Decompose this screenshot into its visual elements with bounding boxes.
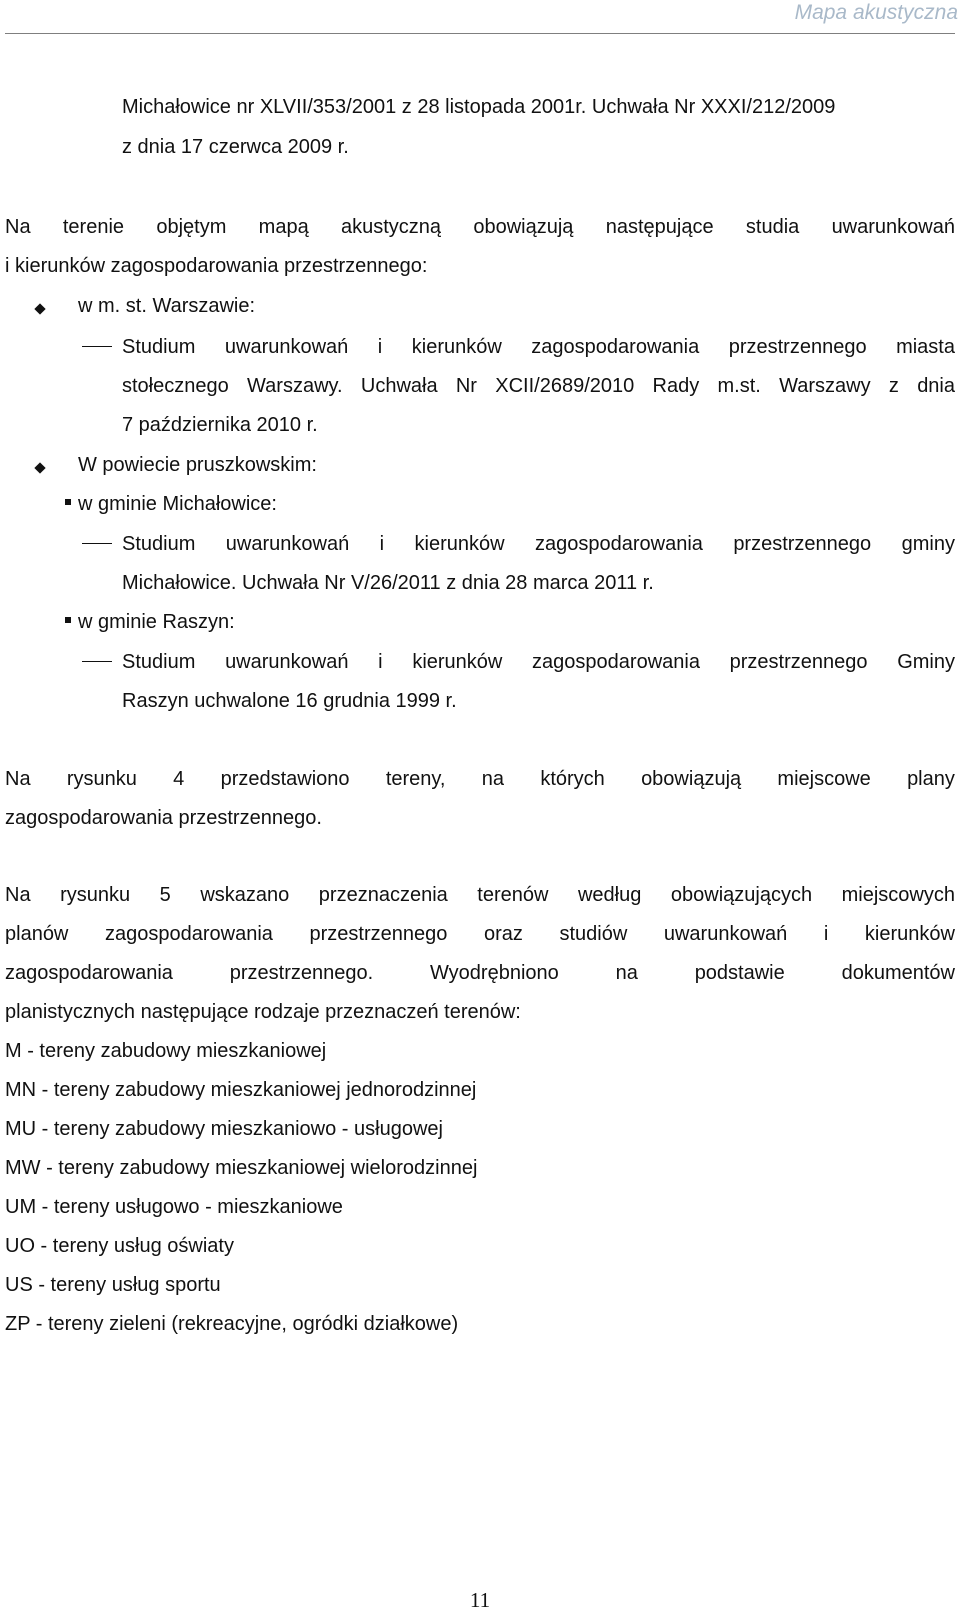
word: z — [888, 375, 899, 397]
word: planów — [5, 923, 69, 945]
word: uwarunkowań — [663, 923, 788, 945]
word: Studium — [122, 651, 196, 673]
word: gminy — [901, 533, 955, 555]
square-bullet-icon — [65, 617, 71, 623]
justified-line — [5, 880, 955, 910]
word: zagospodarowania — [532, 651, 700, 673]
word: Warszawy — [779, 375, 871, 397]
word: plany — [907, 768, 955, 790]
legend-item: M - tereny zabudowy mieszkaniowej — [5, 1040, 327, 1062]
word: terenie — [62, 216, 125, 238]
text-line: 7 października 2010 r. — [122, 414, 318, 436]
word: Na — [5, 768, 31, 790]
word: Rady — [652, 375, 700, 397]
word: kierunków — [412, 651, 503, 673]
bullet-item: W powiecie pruszkowskim: — [78, 454, 317, 476]
legend-item: MU - tereny zabudowy mieszkaniowo - usługowej — [5, 1118, 443, 1140]
word: obowiązujących — [670, 884, 813, 906]
word: dnia — [917, 375, 955, 397]
word: Warszawy. — [247, 375, 343, 397]
word: następujące — [605, 216, 714, 238]
header-rule — [5, 33, 955, 34]
word: przestrzennego — [729, 651, 868, 673]
text-line: planistycznych następujące rodzaje przeznaczeń terenów: — [5, 1001, 521, 1023]
dash-bullet-icon — [82, 346, 112, 347]
word: tereny, — [385, 768, 446, 790]
dash-bullet-icon — [82, 543, 112, 544]
word: Wyodrębniono — [429, 962, 559, 984]
word: przedstawiono — [220, 768, 350, 790]
word: kierunków — [414, 533, 505, 555]
word: i — [378, 651, 383, 673]
word: podstawie — [694, 962, 785, 984]
bullet-item: w m. st. Warszawie: — [78, 295, 256, 317]
justified-line — [122, 332, 955, 362]
word: Studium — [122, 533, 196, 555]
word: i — [379, 533, 385, 555]
word: zagospodarowania — [5, 962, 173, 984]
text-line: i kierunków zagospodarowania przestrzennego: — [5, 255, 428, 277]
word: uwarunkowań — [224, 336, 349, 358]
text-line: Michałowice. Uchwała Nr V/26/2011 z dnia 28 marca 2011 r. — [122, 572, 654, 594]
word: miejscowych — [841, 884, 955, 906]
word: na — [481, 768, 505, 790]
word: zagospodarowania — [531, 336, 700, 358]
diamond-bullet-icon — [34, 303, 45, 314]
legend-item: MW - tereny zabudowy mieszkaniowej wielorodzinnej — [5, 1157, 478, 1179]
word: rysunku — [66, 768, 137, 790]
legend-item: MN - tereny zabudowy mieszkaniowej jednorodzinnej — [5, 1079, 477, 1101]
word: zagospodarowania — [534, 533, 703, 555]
word: Na — [5, 884, 31, 906]
justified-line — [122, 371, 955, 401]
justified-line — [5, 764, 955, 794]
justified-line — [5, 919, 955, 949]
sub-bullet-item: w gminie Raszyn: — [78, 611, 235, 633]
word: miejscowe — [777, 768, 871, 790]
sub-bullet-item: w gminie Michałowice: — [78, 493, 277, 515]
word: uwarunkowań — [831, 216, 955, 238]
word: mapą — [258, 216, 309, 238]
word: akustyczną — [340, 216, 442, 238]
word: m.st. — [717, 375, 761, 397]
justified-line — [5, 958, 955, 988]
word: Na — [5, 216, 31, 238]
word: kierunków — [864, 923, 955, 945]
word: wskazano — [200, 884, 290, 906]
word: przestrzennego — [728, 336, 867, 358]
word: stołecznego — [122, 375, 229, 397]
word: objętym — [156, 216, 227, 238]
word: na — [615, 962, 638, 984]
diamond-bullet-icon — [34, 462, 45, 473]
word: XCII/2689/2010 — [495, 375, 635, 397]
word: obowiązują — [473, 216, 574, 238]
text-line: Michałowice nr XLVII/353/2001 z 28 listopada 2001r. Uchwała Nr XXXI/212/2009 — [122, 96, 836, 118]
word: dokumentów — [841, 962, 955, 984]
word: rysunku — [60, 884, 131, 906]
page-number: 11 — [469, 1588, 491, 1612]
word: Gminy — [897, 651, 955, 673]
word: kierunków — [411, 336, 502, 358]
word: studia — [745, 216, 800, 238]
text-line: Raszyn uchwalone 16 grudnia 1999 r. — [122, 690, 457, 712]
square-bullet-icon — [65, 499, 71, 505]
word: Studium — [122, 336, 196, 358]
word: przeznaczenia — [318, 884, 448, 906]
word: Nr — [455, 375, 477, 397]
legend-item: US - tereny usług sportu — [5, 1274, 221, 1296]
word: miasta — [896, 336, 955, 358]
word: przestrzennego. — [229, 962, 374, 984]
word: Uchwała — [360, 375, 438, 397]
word: oraz — [483, 923, 523, 945]
word: których — [540, 768, 605, 790]
word: i — [823, 923, 829, 945]
word: 5 — [159, 884, 171, 906]
word: terenów — [477, 884, 549, 906]
word: studiów — [559, 923, 628, 945]
word: 4 — [173, 768, 185, 790]
legend-item: ZP - tereny zieleni (rekreacyjne, ogródki działkowe) — [5, 1313, 459, 1335]
word: przestrzennego — [733, 533, 872, 555]
justified-line — [5, 212, 955, 242]
word: przestrzennego — [309, 923, 448, 945]
running-header-title: Mapa akustyczna — [794, 1, 958, 24]
word: uwarunkowań — [225, 651, 349, 673]
justified-line — [122, 647, 955, 677]
text-line: zagospodarowania przestrzennego. — [5, 807, 322, 829]
word: i — [377, 336, 383, 358]
word: obowiązują — [641, 768, 742, 790]
word: zagospodarowania — [104, 923, 273, 945]
word: według — [577, 884, 642, 906]
text-line: z dnia 17 czerwca 2009 r. — [122, 136, 349, 158]
dash-bullet-icon — [82, 661, 112, 662]
legend-item: UO - tereny usług oświaty — [5, 1235, 234, 1257]
justified-line — [122, 529, 955, 559]
legend-item: UM - tereny usługowo - mieszkaniowe — [5, 1196, 343, 1218]
word: uwarunkowań — [225, 533, 350, 555]
